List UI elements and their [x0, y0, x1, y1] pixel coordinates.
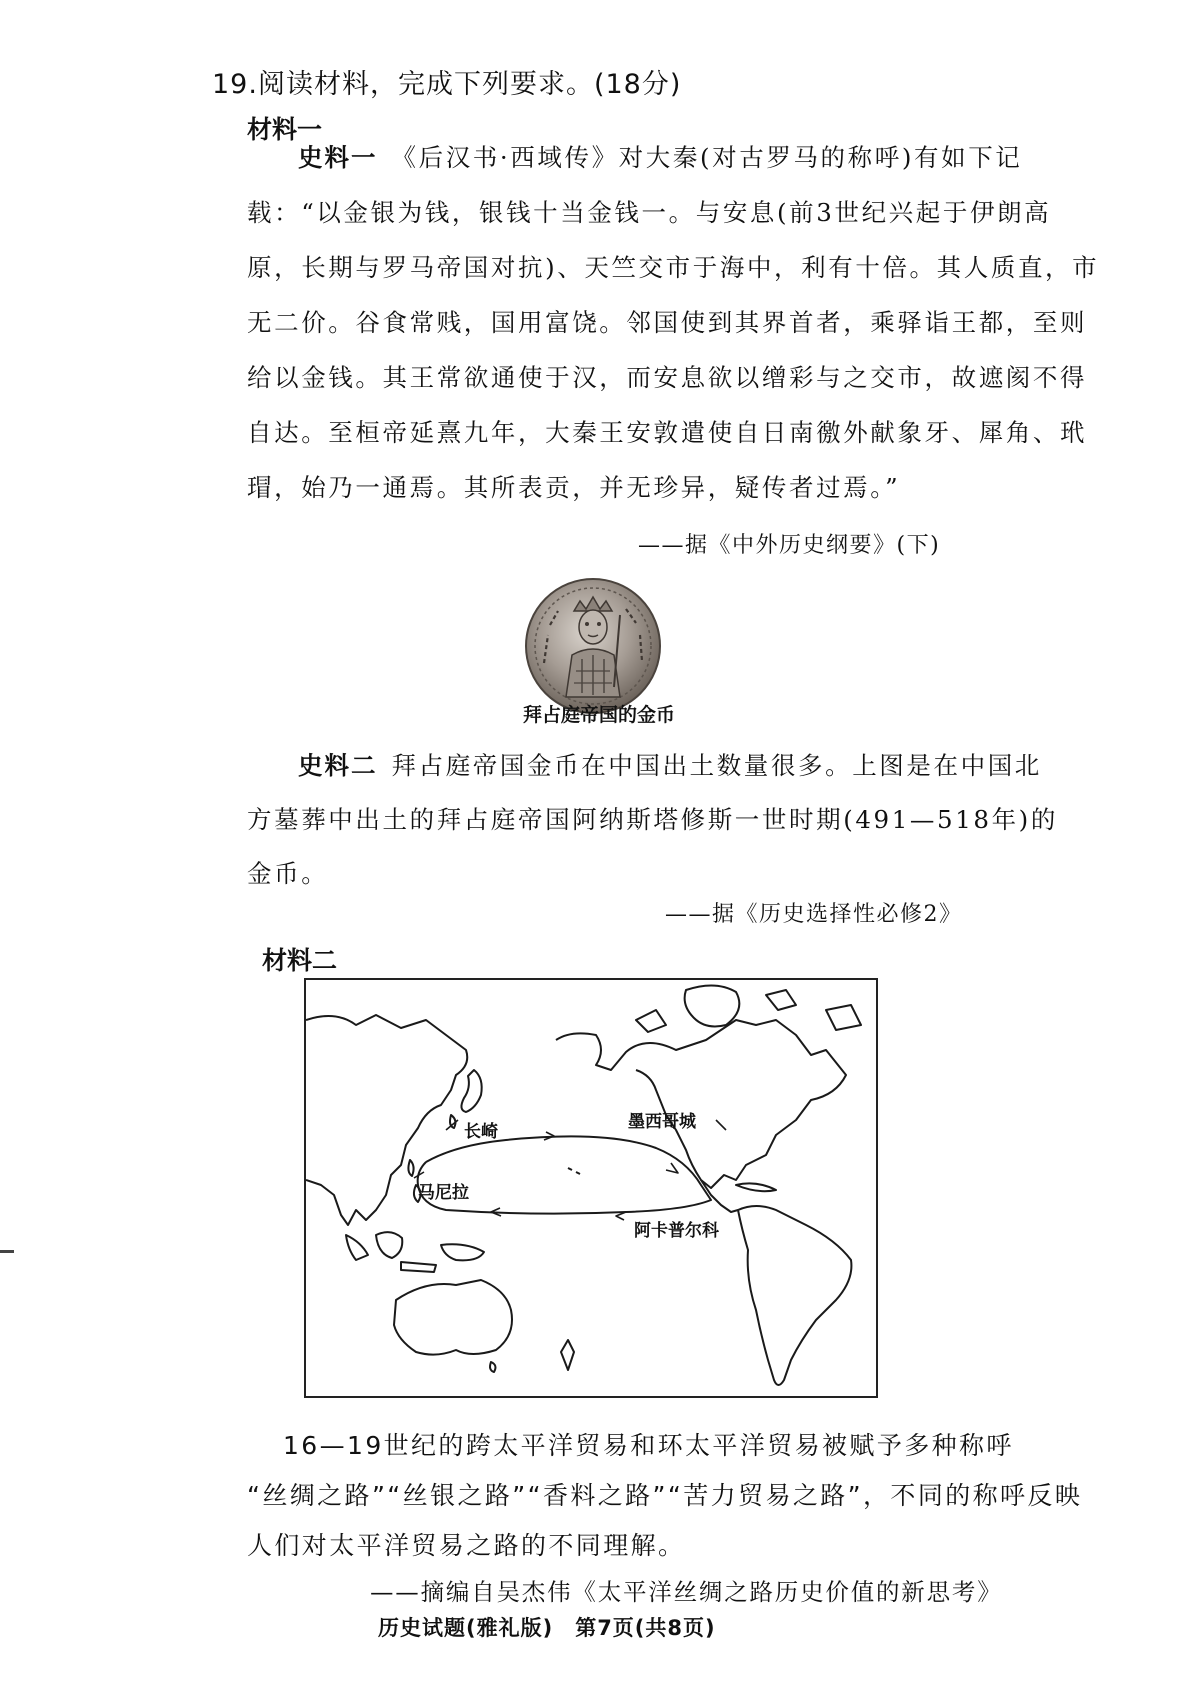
source2-text: 拜占庭帝国金币在中国出土数量很多。上图是在中国北 — [391, 751, 1042, 780]
map-label-manila: 马尼拉 — [418, 1183, 469, 1203]
material1-heading: 材料一 — [247, 115, 323, 144]
source1-line-5: 自达。至桓帝延熹九年，大秦王安敦遣使自日南徼外献象牙、犀角、玳 — [247, 418, 1088, 447]
source1-line-2: 原，长期与罗马帝国对抗)、天竺交市于海中，利有十倍。其人质直，市 — [247, 253, 1100, 282]
japan — [461, 1070, 481, 1112]
pacific-trade-map — [304, 978, 878, 1398]
borneo — [376, 1232, 402, 1258]
source2-lead: 史料二 — [298, 751, 378, 780]
source1-citation: ——据《中外历史纲要》(下) — [638, 533, 941, 558]
north-america — [556, 1020, 846, 1188]
material2-citation: ——摘编自吴杰伟《太平洋丝绸之路历史价值的新思考》 — [370, 1578, 1003, 1606]
philippines — [408, 1160, 413, 1176]
source1-line-4: 给以金钱。其王常欲通使于汉，而安息欲以缯彩与之交市，故遮阂不得 — [247, 363, 1088, 392]
coin-caption: 拜占庭帝国的金币 — [523, 704, 676, 726]
map-label-nagasaki: 长崎 — [464, 1122, 498, 1142]
source2-line-1: 方墓葬中出土的拜占庭帝国阿纳斯塔修斯一世时期(491—518年)的 — [247, 805, 1058, 834]
map-label-acapulco: 阿卡普尔科 — [634, 1221, 719, 1241]
material2-line-0: 16—19世纪的跨太平洋贸易和环太平洋贸易被赋予多种称呼 — [283, 1431, 1014, 1460]
material2-line-2: 人们对太平洋贸易之路的不同理解。 — [247, 1531, 686, 1560]
question-title: 19.阅读材料，完成下列要求。(18分) — [212, 69, 682, 100]
south-america — [738, 1206, 851, 1385]
source2-line-0 — [298, 738, 1042, 794]
source1-line-3: 无二价。谷食常贱，国用富饶。邻国使到其界首者，乘驿诣王都，至则 — [247, 308, 1088, 337]
source1-lead: 史料一 — [298, 143, 378, 172]
material2-heading: 材料二 — [262, 946, 338, 975]
material2-line-1: “丝绸之路”“丝银之路”“香料之路”“苦力贸易之路”，不同的称呼反映 — [247, 1481, 1083, 1510]
map-svg — [306, 980, 876, 1396]
scan-edge-mark — [0, 1250, 14, 1253]
source2-line-2: 金币。 — [247, 859, 329, 888]
byzantine-coin-image — [522, 575, 664, 717]
page-footer: 历史试题(雅礼版) 第7页(共8页) — [378, 1616, 716, 1640]
source1-line-0 — [298, 130, 1022, 186]
australia — [394, 1280, 512, 1355]
source1-line-6: 瑁，始乃一通焉。其所表贡，并无珍异，疑传者过焉。” — [247, 473, 901, 502]
map-label-mexico-city: 墨西哥城 — [628, 1112, 696, 1132]
source2-citation: ——据《历史选择性必修2》 — [665, 902, 963, 927]
source1-line-1: 载：“以金银为钱，银钱十当金钱一。与安息(前3世纪兴起于伊朗高 — [247, 198, 1052, 227]
source1-text: 《后汉书·西域传》对大秦(对古罗马的称呼)有如下记 — [391, 143, 1023, 172]
